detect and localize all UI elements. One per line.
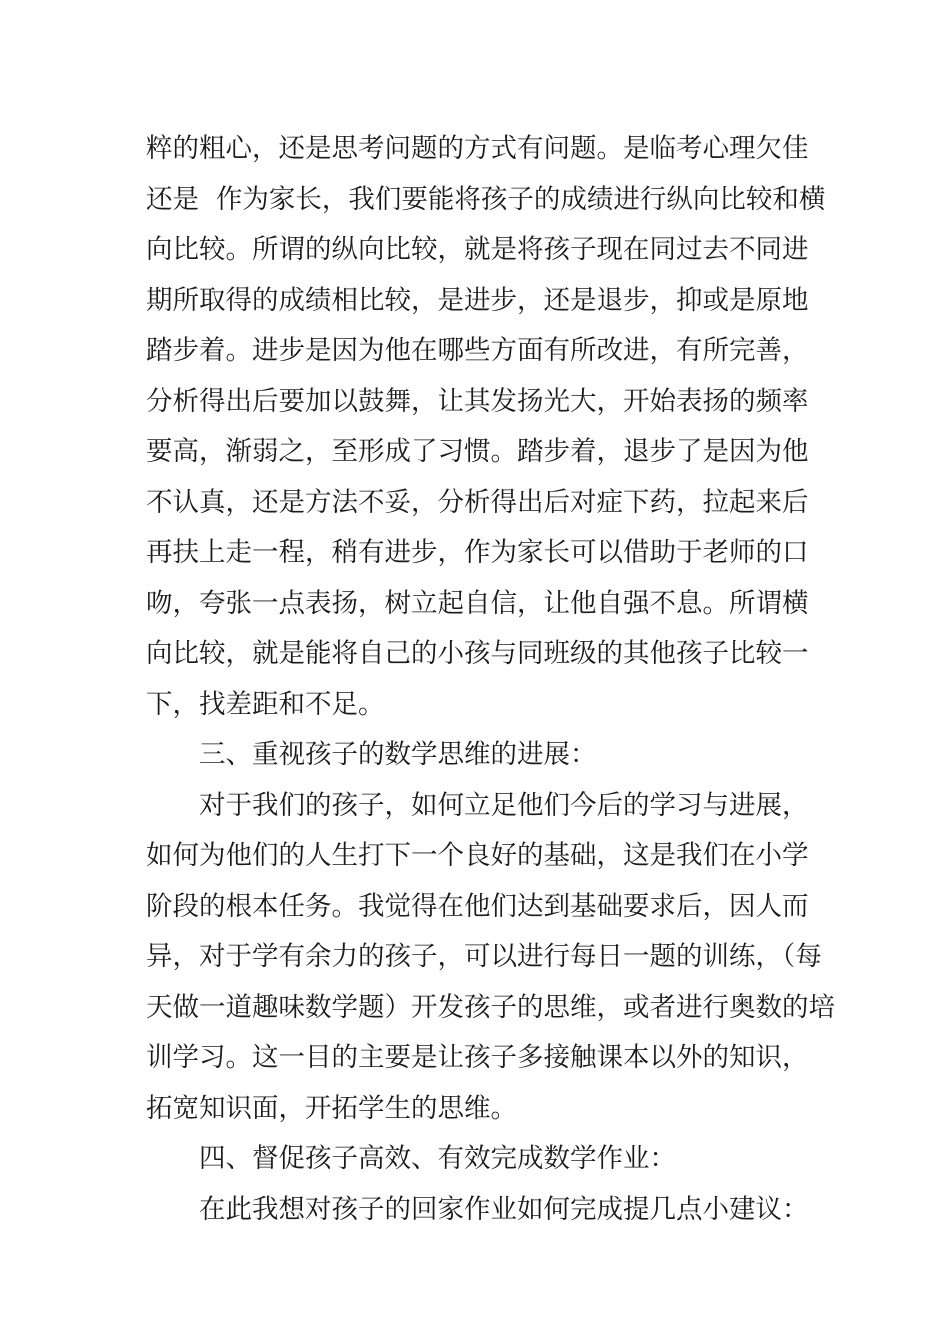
text-line: 不认真，还是方法不妥，分析得出后对症下药，拉起来后: [146, 486, 809, 518]
text-line: 向比较，就是能将自己的小孩与同班级的其他孩子比较一: [146, 638, 809, 669]
text-line: 吻，夸张一点表扬，树立起自信，让他自强不息。所谓横: [146, 587, 809, 619]
text-line: 如何为他们的人生打下一个良好的基础，这是我们在小学: [146, 840, 809, 871]
section-heading: 三、重视孩子的数学思维的进展：: [199, 739, 597, 770]
paragraph-start: 对于我们的孩子，如何立足他们今后的学习与进展，: [199, 789, 809, 821]
text-line: 要高，渐弱之，至形成了习惯。踏步着，退步了是因为他: [146, 436, 809, 467]
text-line: 向比较。所谓的纵向比较，就是将孩子现在同过去不同进: [146, 234, 809, 265]
text-line: 阶段的根本任务。我觉得在他们达到基础要求后，因人而: [146, 890, 809, 922]
text-line: 下，找差距和不足。: [146, 688, 385, 720]
section-heading: 四、督促孩子高效、有效完成数学作业：: [199, 1143, 676, 1174]
text-line: 天做一道趣味数学题）开发孩子的思维，或者进行奥数的培: [146, 991, 835, 1023]
text-line: 粹的粗心，还是思考问题的方式有问题。是临考心理欠佳: [146, 133, 809, 164]
body-text: [146, 124, 835, 1235]
text-line: 期所取得的成绩相比较，是进步，还是退步，抑或是原地: [146, 284, 809, 316]
text-line: 再扶上走一程，稍有进步，作为家长可以借助于老师的口: [146, 537, 809, 568]
text-line: 分析得出后要加以鼓舞，让其发扬光大，开始表扬的频率: [146, 385, 809, 417]
text-line: 训学习。这一目的主要是让孩子多接触课本以外的知识，: [146, 1042, 809, 1073]
text-line: 踏步着。进步是因为他在哪些方面有所改进，有所完善，: [146, 335, 809, 366]
paragraph-start: 在此我想对孩子的回家作业如何完成提几点小建议：: [199, 1193, 809, 1225]
text-line: 拓宽知识面，开拓学生的思维。: [146, 1092, 517, 1124]
text-line: 还是 作为家长，我们要能将孩子的成绩进行纵向比较和横: [146, 183, 826, 215]
text-line: 异，对于学有余力的孩子，可以进行每日一题的训练，（每: [146, 941, 822, 972]
